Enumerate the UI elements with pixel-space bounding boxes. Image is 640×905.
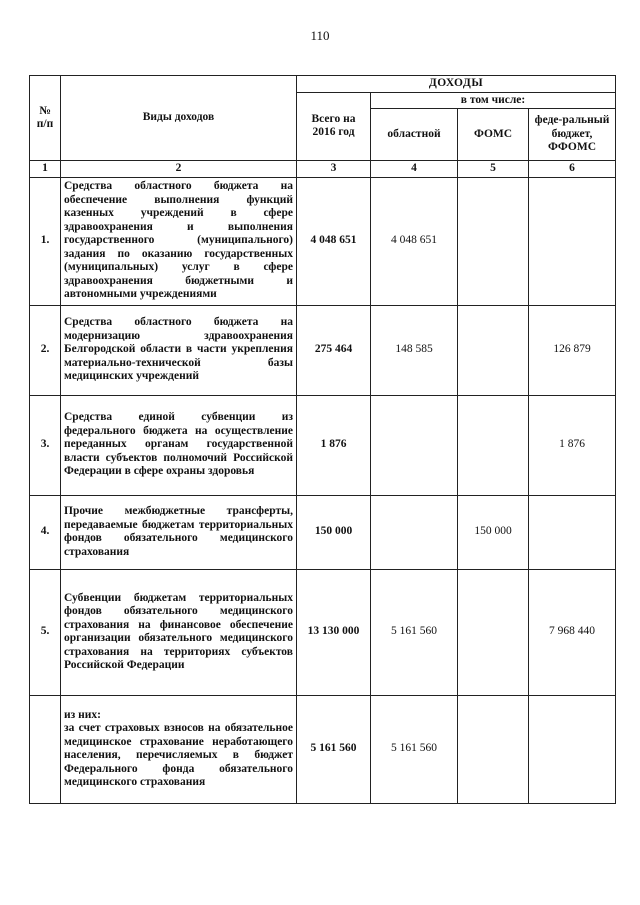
column-number: 6 [529,161,616,178]
subrow-lead: из них: [64,708,101,721]
row-description: Средства областного бюджета на обеспечение выполнения функций казенных учреждений в сфере здравоохранения и выполнения государственного (муниципального) задания по оказанию государственных (муниципальных) услуг в сфере здравоохранения бюджетными и автономными учреждениями [61,177,297,305]
column-number: 4 [371,161,458,178]
row-regional [371,395,458,495]
header-income: ДОХОДЫ [297,76,616,93]
page-number: 110 [310,28,330,43]
row-foms [458,569,529,695]
header-including: в том числе: [371,92,616,109]
row-total: 13 130 000 [297,569,371,695]
row-description: Средства областного бюджета на модернизацию здравоохранения Белгородской области в части укрепления материально-технической базы медицинских учреждений [61,305,297,395]
subrow-federal [529,695,616,803]
row-description: Субвенции бюджетам территориальных фондов обязательного медицинского страхования на финансовое обеспечение организации обязательного медицинского страхования на территориях субъектов Российской Федерации [61,569,297,695]
column-number: 5 [458,161,529,178]
row-federal [529,495,616,569]
table-row [30,495,616,569]
header-total: Всего на 2016 год [297,92,371,161]
row-number: 4. [30,495,61,569]
table-row [30,569,616,695]
column-number: 2 [61,161,297,178]
row-description: Средства единой субвенции из федерального бюджета на осуществление переданных органам государственной власти субъектов полномочий Российской Федерации в сфере охраны здоровья [61,395,297,495]
subrow-total: 5 161 560 [297,695,371,803]
subrow-description [61,695,297,803]
row-total: 150 000 [297,495,371,569]
column-number-row [30,161,616,178]
row-regional: 5 161 560 [371,569,458,695]
row-number: 5. [30,569,61,695]
row-federal: 1 876 [529,395,616,495]
table-row [30,395,616,495]
header-federal: феде-ральный бюджет, ФФОМС [529,109,616,161]
header-num: № п/п [30,76,61,161]
row-total: 275 464 [297,305,371,395]
subrow-number [30,695,61,803]
row-regional [371,495,458,569]
table-subrow [30,695,616,803]
row-foms: 150 000 [458,495,529,569]
row-federal: 126 879 [529,305,616,395]
row-regional: 148 585 [371,305,458,395]
table-row [30,305,616,395]
column-number: 1 [30,161,61,178]
row-federal [529,177,616,305]
income-table [29,75,616,804]
row-regional: 4 048 651 [371,177,458,305]
row-number: 3. [30,395,61,495]
row-foms [458,395,529,495]
row-total: 1 876 [297,395,371,495]
column-number: 3 [297,161,371,178]
header-foms: ФОМС [458,109,529,161]
row-federal: 7 968 440 [529,569,616,695]
header-regional: областной [371,109,458,161]
subrow-foms [458,695,529,803]
row-number: 2. [30,305,61,395]
row-foms [458,177,529,305]
subrow-text: за счет страховых взносов на обязательное медицинское страхование неработающего населения, перечисляемых в бюджет Федерального фонда обязательного медицинского страхования [64,722,293,788]
row-description: Прочие межбюджетные трансферты, передаваемые бюджетам территориальных фондов обязательного медицинского страхования [61,495,297,569]
header-types: Виды доходов [61,76,297,161]
row-total: 4 048 651 [297,177,371,305]
row-number: 1. [30,177,61,305]
row-foms [458,305,529,395]
table-row [30,177,616,305]
subrow-regional: 5 161 560 [371,695,458,803]
